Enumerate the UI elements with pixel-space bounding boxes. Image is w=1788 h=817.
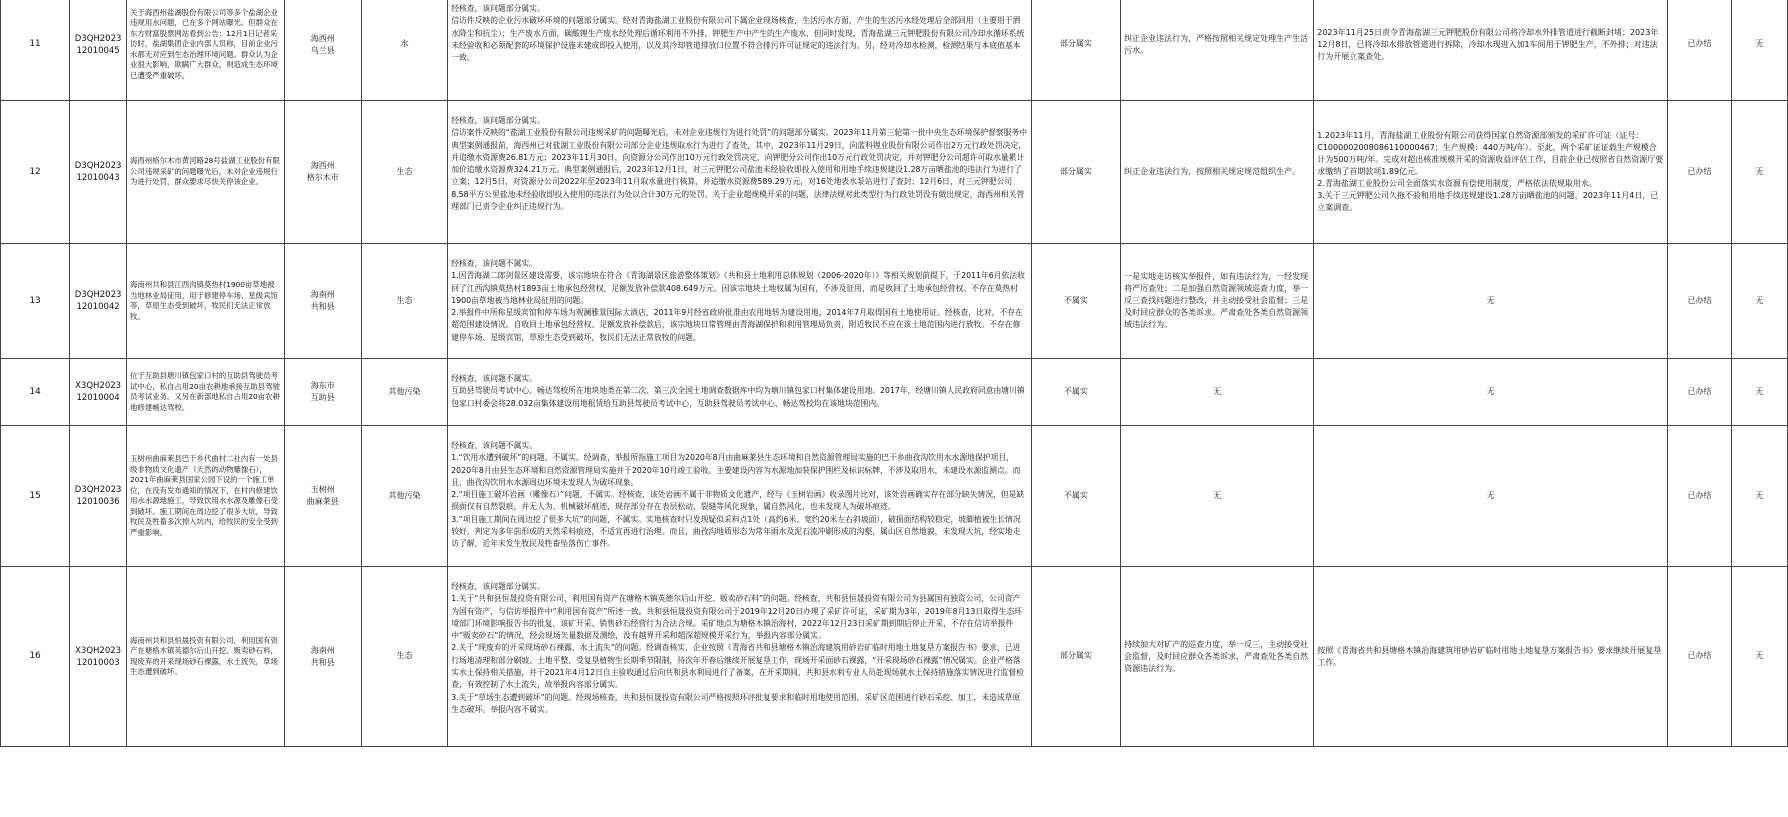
investigation-finding-cell: 经核查，该问题不属实。 1.因青海湖二郎剑景区建设需要，该宗地块在符合《青海湖景区旅游整体策划》《共和县土地利用总体规划（2006-2020年）》等相关规划前提下，于2011年6月依法收回了江西沟镇莫热村1893亩土地承包经营权，足额发放补偿款408.649万元。因该宗地块土地权属为国有，不涉及征用，而是收回了土地承包经营权。不存在莫热村1900亩草地被当地林业局征用的问题。 2.举报件中所称星级宾馆和停车场为观澜雅景国际大酒店，2011年9月经省政府批准由农用地转为建设用地，2014年7月取得国有土地使用证。经核查，比对，不存在超范围建设情况。自收回土地承包经营权、足额发放补偿款后，该宗地块日常管理由青海湖保护和利用管理局负责，附近牧民不应在该土地范围内进行放牧。不存在修建停车场、星级宾馆，草原生态受到破坏，牧民们无法正常放牧的问题。 (448, 244, 1031, 359)
case-code-cell: D3QH202312010043 (70, 101, 127, 244)
remark-cell: 无 (1732, 101, 1788, 244)
complaint-summary-cell: 海南州共和县恒晟投资有限公司，利用国有资产在塘格木镇英德尔后山开挖、贩卖砂石料，现废弃的开采现场砂石裸露，水土流失，草场生态遭到破坏。 (127, 567, 285, 747)
handling-measure-cell: 纠正企业违法行为，严格按照相关规定处理生产生活污水。 (1121, 0, 1314, 101)
handling-measure-cell: 无 (1121, 359, 1314, 426)
handling-result-cell: 无 (1314, 359, 1668, 426)
handling-measure-cell: 纠正企业违法行为，按照相关规定规范组织生产。 (1121, 101, 1314, 244)
handling-measure-cell: 持续加大对矿产的巡查力度，举一反三，主动接受社会监督，及时回应群众各类诉求，严肃查处各类自然资源违法行为。 (1121, 567, 1314, 747)
case-code-cell: X3QH202312010004 (70, 359, 127, 426)
pollution-type-cell: 生态 (361, 244, 447, 359)
row-number-cell: 14 (1, 359, 70, 426)
pollution-type-cell: 其他污染 (361, 359, 447, 426)
complaint-summary-cell: 海西州格尔木市黄河路28号盐湖工业股份有限公司违规采矿的问题曝光后，未对企业违规行为进行处罚，群众要求尽快关停该企业。 (127, 101, 285, 244)
handling-measure-cell: 无 (1121, 426, 1314, 567)
verdict-cell: 不属实 (1031, 359, 1120, 426)
status-cell: 已办结 (1667, 426, 1731, 567)
case-code-cell: D3QH202312010042 (70, 244, 127, 359)
complaint-summary-cell: 玉树州曲麻莱县巴干乡代曲村二社内有一处县级非物质文化遗产（天然的动物雕像石），2021年曲麻莱县国家公园下设的一个施工单位，在没有发布通知的情况下，在村内修建饮用水水源地施工，导致饮用水水源及雕像石受到破坏。施工期间在周边挖了很多大坑，导致牧民及牲畜多次掉入坑内，给牧民的安全受到严重影响。 (127, 426, 285, 567)
case-code-cell: X3QH202312010003 (70, 567, 127, 747)
region-cell: 海西州 格尔木市 (284, 101, 361, 244)
investigation-finding-cell: 经核查，该问题部分属实。 信访件反映的企业污水破坏环境的问题部分属实。经对青海盐湖工业股份有限公司下属企业现场核查，生活污水方面，产生的生活污水经处理后全部回用（主要用于洒水降尘和抗尘）；生产废水方面，碳酸锂生产废水经处理后循环利用不外排，钾肥生产中产生的生产废水，但同时发现，青海盐湖三元钾肥股份有限公司冷却水循环系统未经验收和必须配套的环境保护设施未建成即投入使用，以及其冷却管道排放口位置不符合排污许可证规定的违法行为。另，经对冷却水检测，检测结果与本底值基本一致。 (448, 0, 1031, 101)
handling-result-cell: 无 (1314, 244, 1668, 359)
row-number-cell: 13 (1, 244, 70, 359)
remark-cell: 无 (1732, 244, 1788, 359)
remark-cell: 无 (1732, 359, 1788, 426)
table-row (1, 0, 1788, 101)
row-number-cell: 11 (1, 0, 70, 101)
row-number-cell: 15 (1, 426, 70, 567)
status-cell: 已办结 (1667, 567, 1731, 747)
case-code-cell: D3QH202312010045 (70, 0, 127, 101)
pollution-type-cell: 生态 (361, 567, 447, 747)
investigation-finding-cell: 经核查，该问题部分属实。 信访案件反映的“盐湖工业股份有限公司违规采矿的问题曝光后，未对企业违规行为进行处罚”的问题部分属实。2023年11月第三轮第一批中央生态环境保护督察服务中典型案例通报前，海西州已对盐湖工业股份有限公司部分企业违规取水行为进行了查处，其中，2023年11月29日，向蓝科锂业股份有限公司作出2万元行政处罚决定，并追缴水资源费26.81万元；2023年11月30日，向资源分公司作出10万元行政处罚决定，向钾肥分公司作出10万元行政处罚决定，并对钾肥分公司超许可取水量累计加价追缴水资源费324.21万元。典型案例通报后，2023年12月1日，对三元钾肥公司盐池未经验收即投入使用和用地手续违规建设1.28万亩晒盐池的违法行为进行了立案；12月5日，对资源分公司2022年至2023年11月取水量进行核算，并追缴水资源费589.29万元，对16处地表水泵站进行了查封；12月6日，对三元钾肥公司8.58平方公里盐池未经验收即投入使用的违法行为处以合计30万元的处罚。关于企业超规模开采的问题，法律法规对此类型行为行政处罚没有做出规定，海西州相关管理部门已责令企业纠正违规行为。 (448, 101, 1031, 244)
region-cell: 海东市 互助县 (284, 359, 361, 426)
region-cell: 海南州 共和县 (284, 567, 361, 747)
verdict-cell: 不属实 (1031, 244, 1120, 359)
pollution-type-cell: 水 (361, 0, 447, 101)
verdict-cell: 部分属实 (1031, 101, 1120, 244)
table-row (1, 426, 1788, 567)
handling-measure-cell: 一是实地走访核实举报件，如有违法行为，一经发现将严厉查处；二是加强自然资源领域巡查力度，举一反三查找问题进行整改，并主动接受社会监督；三是及时回应群众的各类诉求。严肃查处各类自然资源领域违法行为。 (1121, 244, 1314, 359)
verdict-cell: 部分属实 (1031, 567, 1120, 747)
complaint-summary-cell: 海南州共和县江西沟镇莫热村1900亩草地被当地林业局征用，用于修建停车场、星级宾馆等，草原生态受到破坏，牧民们无法正常放牧。 (127, 244, 285, 359)
investigation-finding-cell: 经核查，该问题不属实。 互助县驾驶员考试中心、畅达驾校所在地块地类在第二次、第三次全国土地调查数据库中均为塘川镇包家口村集体建设用地。2017年，经塘川镇人民政府同意由塘川镇包家口村委会将28.032亩集体建设用地租赁给互助县驾驶员考试中心，互助县驾驶员考试中心、畅达驾校均在该地块范围内。 (448, 359, 1031, 426)
verdict-cell: 不属实 (1031, 426, 1120, 567)
status-cell: 已办结 (1667, 244, 1731, 359)
row-number-cell: 16 (1, 567, 70, 747)
remark-cell: 无 (1732, 0, 1788, 101)
investigation-finding-cell: 经核查，该问题不属实。 1.“饮用水遭到破坏”的问题，不属实。经调查，举报所指施工项目为2020年8月由曲麻莱县生态环境和自然资源管理局实施的巴干乡曲孜沟饮用水水源地保护项目，2020年8月由县生态环境和自然资源管理局实施并于2020年10月竣工验收。主要建设内容为水源地加装保护围栏及标识标牌，不涉及取用水，未建设水源监测点。而且，曲孜沟饮用水水源周边环境未发现人为破坏现象。 2.“项目施工破坏岩画（雕像石）”问题，不属实。经核查，该处岩画不属于非物质文化遗产，经与《玉树岩画》收录图片比对，该处岩画确实存在部分缺失情况，但是缺损面仅有自然裂痕，并无人为、机械破坏痕迹，现存部分存在表层松动、裂缝等风化现象，属自然风化，也未发现人为破坏痕迹。 3.“项目施工期间在周边挖了很多大坑”的问题，不属实。实地核查时只发现疑似采料点1处（高约6米、宽约20米左右斜坡面），破损面结构较稳定，坡脚植被生长情况较好，判定为多年前形成的天然采料痕迹，不适宜再进行治理。而且，曲孜沟地质形态为常年雨水及泥石流冲刷形成的沟壑，属山区自然地貌，未发现大坑，经实地走访了解，近年未发生牧民及牲畜坠落伤亡事件。 (448, 426, 1031, 567)
investigation-finding-cell: 经核查，该问题部分属实。 1.关于“共和县恒晟投资有限公司，利用国有资产在塘格木镇英德尔后山开挖、贩卖砂石料”的问题。经核查，共和县恒晟投资有限公司为县属国有独资公司，公司资产为国有资产，与信访举报件中“利用国有资产”所述一致。共和县恒晟投资有限公司于2019年12月20日办理了采矿许可证，采矿期为3年，2019年8月13日取得生态环境部门环境影响报告书的批复，该矿开采、销售砂石经营行为合法合规。采矿地点为塘格木镇治海村，2022年12月23日采矿期到期后停止开采，不存在信访举报件中“贩卖砂石”的情况，经会现场矢量数据及测绘，没有越界开采和超深超规模开采行为，举报内容部分属实。 2.关于“现废弃的开采现场砂石裸露、水土流失”的问题。经调查核实，企业按照《青海省共和县塘格木镇治海建筑用砂岩矿临时用地土地复垦方案报告书》要求，已进行场地清理和部分刷坡、土地平整、受复垦植物生长期季节限制，待次年开春后继续开展复垦工作，现场开采面砂石裸露，“开采现场砂石裸露”情况属实。企业严格落实水土保持相关措施，并于2021年4月12日自主验收通过后向共和县水利局进行了备案，在开采期间，共和县水利专业人员赴现场就水土保持措施落实情况进行监督检查，有效控制了水土流失，故举报内容部分属实。 3.关于“草场生态遭到破坏”的问题。经现场核查，共和县恒晟投资有限公司严格按照环评批复要求和临时用地使用范围，采矿区范围进行砂石采挖、加工，未造成草原生态破坏。举报内容不属实。 (448, 567, 1031, 747)
handling-result-cell: 1.2023年11月，青海盐湖工业股份有限公司获得国家自然资源部颁发的采矿许可证（证号：C1000002008086110000467；生产规模：440万吨/年）。至此，两个采矿证证载生产规模合计为500万吨/年。完成对超出核准规模开采的资源收益评估工作，目前企业已按照省自然资源厅要求缴纳了首期款项1.89亿元。 2.青海盐湖工业股份公司全面落实水资源有偿使用制度，严格依法依规取用水。 3.关于三元钾肥公司久拖不验和用地手续违规建设1.28万亩晒盐池的问题，2023年11月4日，已立案调查。 (1314, 101, 1668, 244)
table-row (1, 101, 1788, 244)
remark-cell: 无 (1732, 567, 1788, 747)
table-body (1, 0, 1788, 747)
table-row (1, 359, 1788, 426)
pollution-type-cell: 生态 (361, 101, 447, 244)
remark-cell: 无 (1732, 426, 1788, 567)
status-cell: 已办结 (1667, 0, 1731, 101)
pollution-type-cell: 其他污染 (361, 426, 447, 567)
region-cell: 玉树州 曲麻莱县 (284, 426, 361, 567)
verdict-cell: 部分属实 (1031, 0, 1120, 101)
complaint-summary-cell: 关于海西州盐湖股份有限公司等多个盐湖企业违规用水问题，已在多个网站曝光。但群众在东方财富股票网站看到公告：12月1日记者采访时，盐湖集团企业内部人员称，目前企业污水都无对应到生态治理环境问题。群众认为企业很大影响，欺瞒广大群众，则造成生态环境已遭受严重破坏。 (127, 0, 285, 101)
status-cell: 已办结 (1667, 101, 1731, 244)
case-code-cell: D3QH202312010036 (70, 426, 127, 567)
handling-result-cell: 2023年11月25日责令青海盐湖三元钾肥股份有限公司将冷却水外排管道进行截断封堵；2023年12月8日，已将冷却水排放管道进行拆除，冷却水现进入加1车间用于钾肥生产，不外排；对违法行为开展立案查处。 (1314, 0, 1668, 101)
table-row (1, 567, 1788, 747)
complaint-summary-cell: 位于互助县塘川镇包家口村的互助县驾驶员考试中心，私自占用20亩农耕地承接互助县驾驶员考试业务。又另在新部地私自占用20亩农耕地修建畅达驾校。 (127, 359, 285, 426)
region-cell: 海南州 共和县 (284, 244, 361, 359)
handling-result-cell: 按照《青海省共和县塘格木镇治海建筑用砂岩矿临时用地土地复垦方案报告书》要求继续开展复垦工作。 (1314, 567, 1668, 747)
table-row (1, 244, 1788, 359)
handling-result-cell: 无 (1314, 426, 1668, 567)
status-cell: 已办结 (1667, 359, 1731, 426)
row-number-cell: 12 (1, 101, 70, 244)
region-cell: 海西州 乌兰县 (284, 0, 361, 101)
